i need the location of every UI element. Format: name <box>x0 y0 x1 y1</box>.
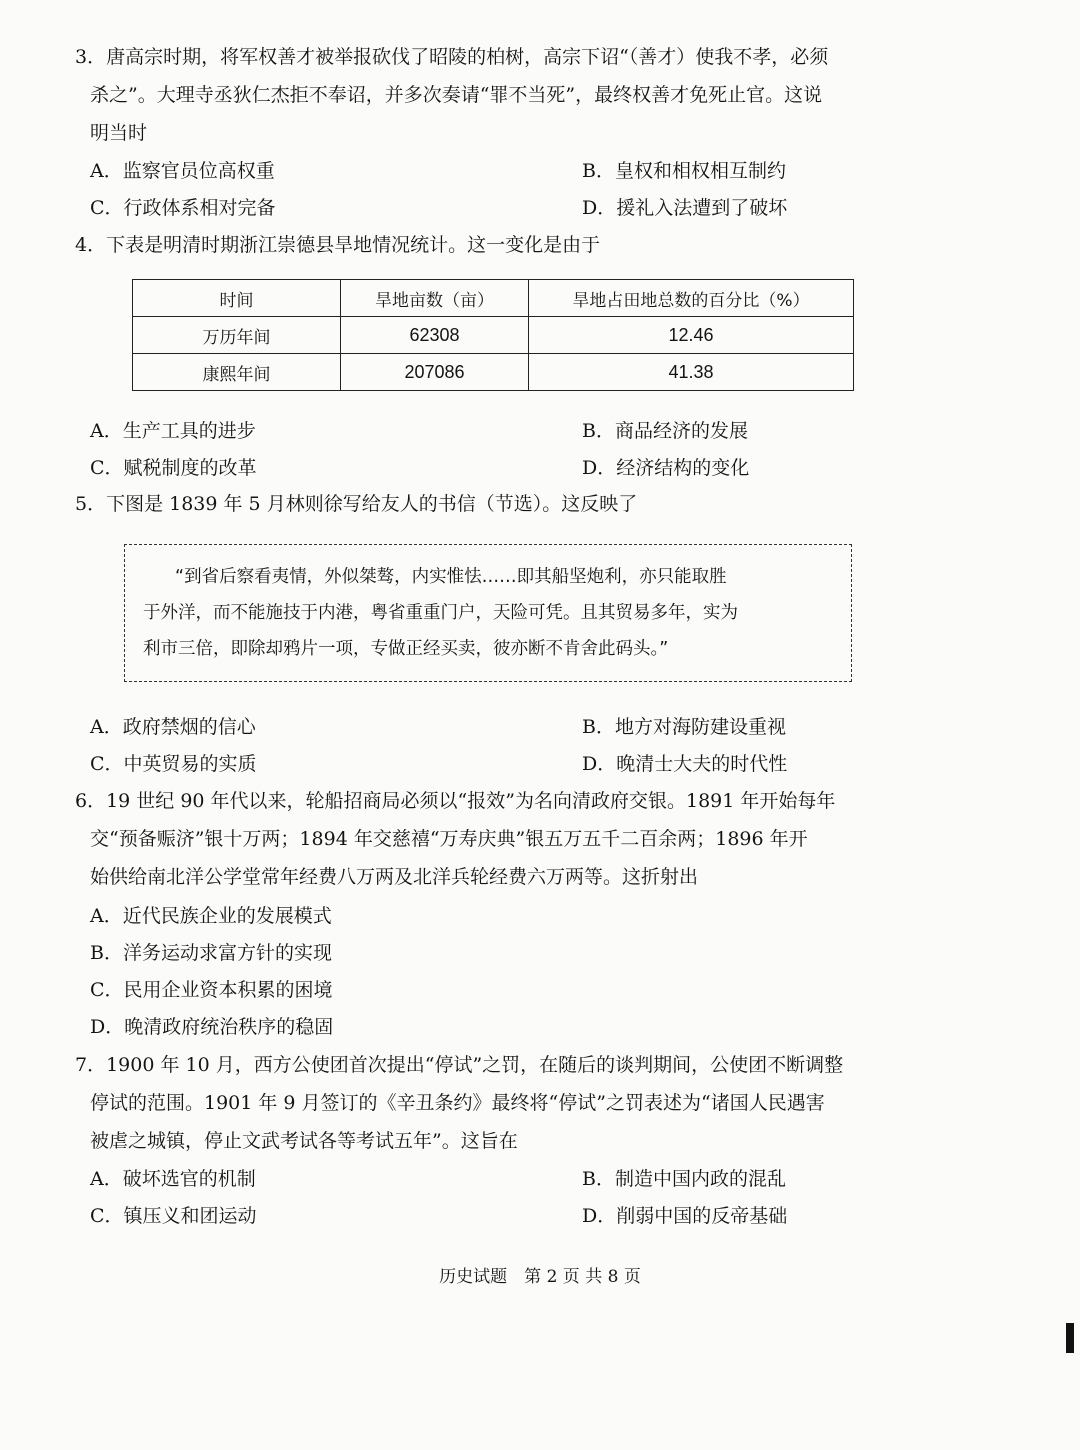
q6-option-b[interactable]: B．洋务运动求富方针的实现 <box>90 942 332 964</box>
table-header-acres: 旱地亩数（亩） <box>341 280 529 317</box>
table-header-row <box>133 280 854 317</box>
table-cell-percent: 12.46 <box>529 317 854 354</box>
q4-option-c[interactable]: C．赋税制度的改革 <box>90 457 257 479</box>
question-4 <box>75 226 935 264</box>
q7-line-1: 7．1900 年 10 月，西方公使团首次提出“停试”之罚，在随后的谈判期间，公使团不断调整 <box>75 1054 844 1076</box>
q4-stem: 4．下表是明清时期浙江崇德县旱地情况统计。这一变化是由于 <box>75 234 601 256</box>
q6-line-3: 始供给南北洋公学堂常年经费八万两及北洋兵轮经费六万两等。这折射出 <box>90 866 699 888</box>
table-cell-percent: 41.38 <box>529 354 854 391</box>
q4-option-d[interactable]: D．经济结构的变化 <box>582 457 750 479</box>
q5-option-c[interactable]: C．中英贸易的实质 <box>90 753 257 775</box>
q3-options <box>90 152 940 226</box>
q7-option-c[interactable]: C．镇压义和团运动 <box>90 1205 257 1227</box>
q6-line-2: 交“预备赈济”银十万两；1894 年交慈禧“万寿庆典”银五万五千二百余两；1896 年开 <box>90 828 808 850</box>
letter-line-2: 于外洋，而不能施技于内港，粤省重重门户，天险可凭。且其贸易多年，实为 <box>143 603 738 623</box>
q6-options <box>90 897 940 1045</box>
q6-option-a[interactable]: A．近代民族企业的发展模式 <box>90 905 332 927</box>
q3-line-3: 明当时 <box>90 122 148 144</box>
q6-line-1: 6．19 世纪 90 年代以来，轮船招商局必须以“报效”为名向清政府交银。1891 年开始每年 <box>75 790 836 812</box>
q3-option-b[interactable]: B．皇权和相权相互制约 <box>582 160 786 182</box>
q3-line-1: 3．唐高宗时期，将军权善才被举报砍伐了昭陵的柏树，高宗下诏“（善才）使我不孝，必须 <box>75 46 829 68</box>
q6-option-d[interactable]: D．晚清政府统治秩序的稳固 <box>90 1016 334 1038</box>
q7-option-b[interactable]: B．制造中国内政的混乱 <box>582 1168 786 1190</box>
table-header-percent: 旱地占田地总数的百分比（%） <box>529 280 854 317</box>
q5-options <box>90 708 940 782</box>
letter-line-1: “到省后察看夷情，外似桀骜，内实惟怯……即其船坚炮利，亦只能取胜 <box>175 567 727 587</box>
page-footer: 历史试题 第 2 页 共 8 页 <box>439 1267 641 1287</box>
table-cell-acres: 207086 <box>341 354 529 391</box>
table-cell-era: 万历年间 <box>133 317 341 354</box>
table-row <box>133 354 854 391</box>
q5-option-a[interactable]: A．政府禁烟的信心 <box>90 716 256 738</box>
q3-option-c[interactable]: C．行政体系相对完备 <box>90 197 276 219</box>
question-6 <box>75 782 935 896</box>
table-cell-era: 康熙年间 <box>133 354 341 391</box>
q7-options <box>90 1160 940 1234</box>
q3-line-2: 杀之”。大理寺丞狄仁杰拒不奉诏，并多次奏请“罪不当死”，最终权善才免死止官。这说 <box>90 84 823 106</box>
q7-line-3: 被虐之城镇，停止文武考试各等考试五年”。这旨在 <box>90 1130 518 1152</box>
q4-stat-table <box>132 279 854 391</box>
question-7 <box>75 1046 935 1160</box>
q5-option-b[interactable]: B．地方对海防建设重视 <box>582 716 786 738</box>
q4-option-a[interactable]: A．生产工具的进步 <box>90 420 256 442</box>
q4-options <box>90 412 940 486</box>
scan-mark <box>1066 1323 1074 1353</box>
q7-option-d[interactable]: D．削弱中国的反帝基础 <box>582 1205 788 1227</box>
table-cell-acres: 62308 <box>341 317 529 354</box>
question-3 <box>75 38 935 152</box>
table-row <box>133 317 854 354</box>
q3-option-a[interactable]: A．监察官员位高权重 <box>90 160 275 182</box>
q5-stem: 5．下图是 1839 年 5 月林则徐写给友人的书信（节选）。这反映了 <box>75 493 638 515</box>
q4-option-b[interactable]: B．商品经济的发展 <box>582 420 748 442</box>
q3-option-d[interactable]: D．援礼入法遭到了破坏 <box>582 197 788 219</box>
question-5 <box>75 485 935 523</box>
q7-line-2: 停试的范围。1901 年 9 月签订的《辛丑条约》最终将“停试”之罚表述为“诸国人民遇害 <box>90 1092 825 1114</box>
q6-option-c[interactable]: C．民用企业资本积累的困境 <box>90 979 333 1001</box>
q5-option-d[interactable]: D．晚清士大夫的时代性 <box>582 753 788 775</box>
letter-line-3: 利市三倍，即除却鸦片一项，专做正经买卖，彼亦断不肯舍此码头。” <box>143 639 669 659</box>
q7-option-a[interactable]: A．破坏选官的机制 <box>90 1168 256 1190</box>
table-header-time: 时间 <box>133 280 341 317</box>
q5-letter-excerpt <box>124 544 852 682</box>
